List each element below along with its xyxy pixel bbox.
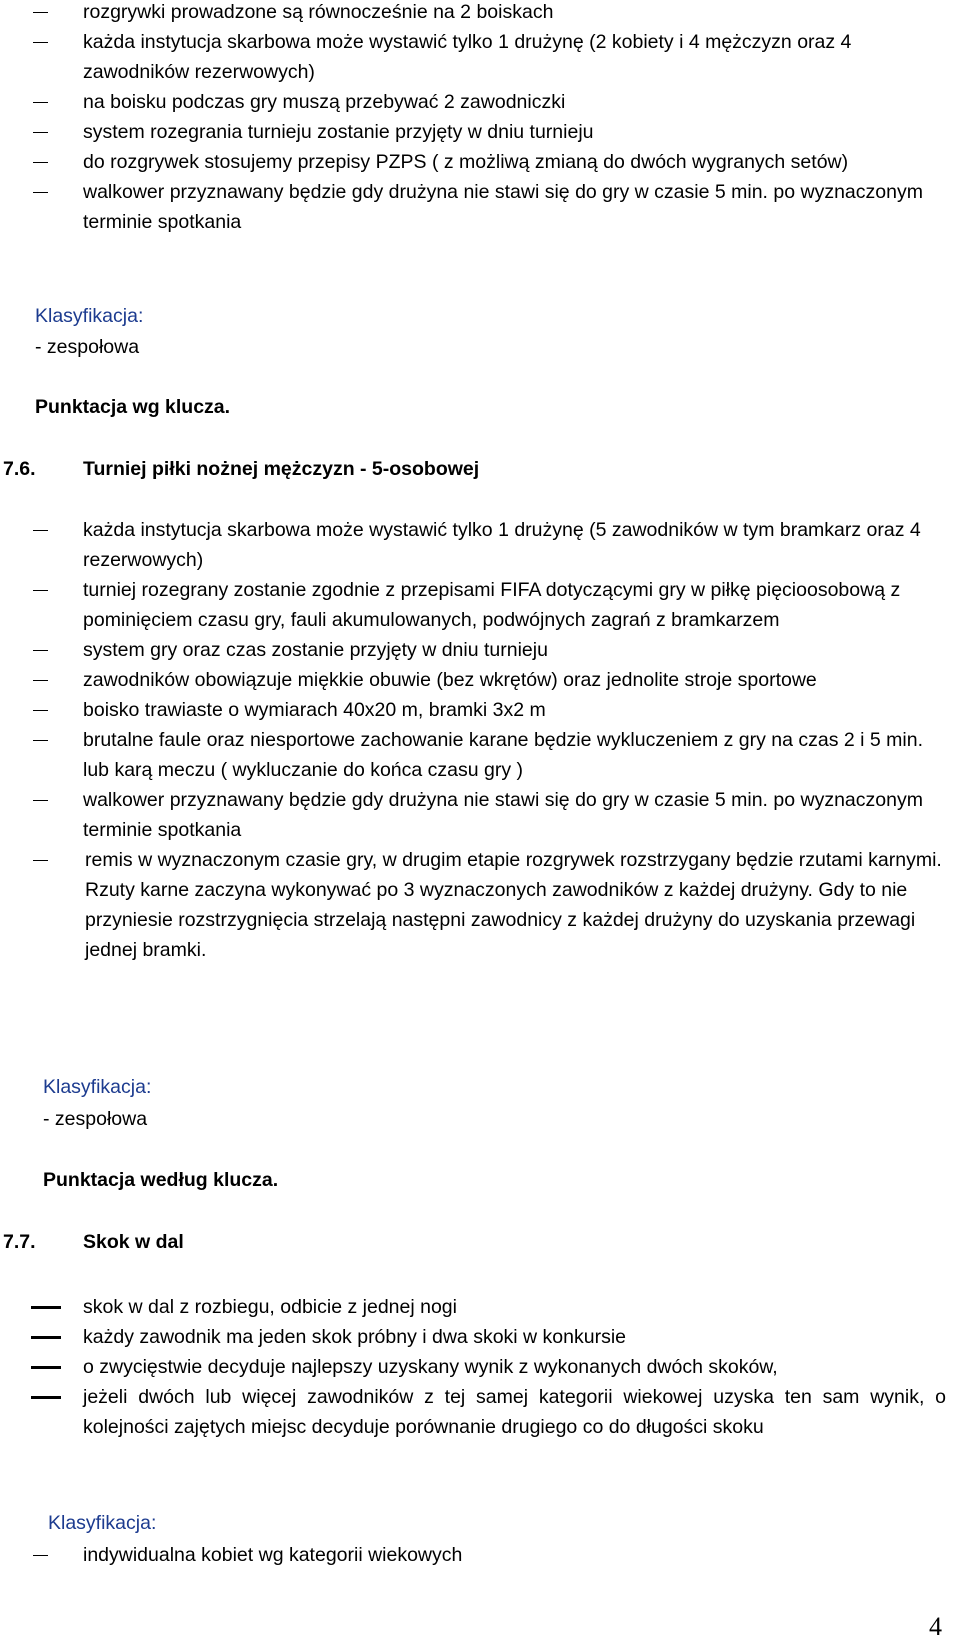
dash-bullet-icon (31, 1336, 61, 1339)
classification-list (0, 1540, 960, 1570)
dash-bullet-icon (33, 102, 48, 103)
list-item: walkower przyznawany będzie gdy drużyna nie stawi się do gry w czasie 5 min. po wyznaczonym terminie spotkania (0, 177, 960, 237)
list-item: o zwycięstwie decyduje najlepszy uzyskany wynik z wykonanych dwóch skoków, (0, 1352, 960, 1382)
dash-bullet-icon (33, 1555, 48, 1556)
list-item: jeżeli dwóch lub więcej zawodników z tej samej kategorii wiekowej uzyska ten sam wynik, o kolejności zajętych miejsc decyduje porównanie drugiego co do długości skoku (0, 1382, 960, 1442)
list-item: indywidualna kobiet wg kategorii wiekowych (0, 1540, 960, 1570)
list-item: do rozgrywek stosujemy przepisy PZPS ( z możliwą zmianą do dwóch wygranych setów) (0, 147, 960, 177)
dash-bullet-icon (33, 740, 48, 741)
dash-bullet-icon (33, 860, 48, 861)
list-item: każda instytucja skarbowa może wystawić tylko 1 drużynę (2 kobiety i 4 mężczyzn oraz 4 zawodników rezerwowych) (0, 27, 960, 87)
list-item: turniej rozegrany zostanie zgodnie z przepisami FIFA dotyczącymi gry w piłkę pięcioosobową z pominięciem czasu gry, fauli akumulowanych, podwójnych zagrań z bramkarzem (0, 575, 960, 635)
classification-label: Klasyfikacja: (48, 1512, 157, 1534)
section-title: Skok w dal (83, 1231, 184, 1253)
dash-bullet-icon (33, 132, 48, 133)
list-item: zawodników obowiązuje miękkie obuwie (bez wkrętów) oraz jednolite stroje sportowe (0, 665, 960, 695)
dash-bullet-icon (33, 800, 48, 801)
dash-bullet-icon (33, 42, 48, 43)
section-title: Turniej piłki nożnej mężczyzn - 5-osobowej (83, 458, 480, 480)
classification-label: Klasyfikacja: (43, 1076, 152, 1098)
list-item: boisko trawiaste o wymiarach 40x20 m, bramki 3x2 m (0, 695, 960, 725)
section-number: 7.7. (3, 1231, 36, 1253)
list-item: remis w wyznaczonym czasie gry, w drugim etapie rozgrywek rozstrzygany będzie rzutami karnymi. Rzuty karne zaczyna wykonywać po 3 wyznaczonych zawodników z każdej drużyny. Gdy to nie przyniesie rozstrzygnięcia strzelają następni zawodnicy z każdej drużyny do uzyskania przewagi jednej bramki. (0, 845, 960, 965)
dash-bullet-icon (33, 590, 48, 591)
dash-bullet-icon (31, 1306, 61, 1309)
dash-bullet-icon (31, 1396, 61, 1399)
dash-bullet-icon (33, 162, 48, 163)
dash-bullet-icon (33, 680, 48, 681)
dash-bullet-icon (31, 1366, 61, 1369)
section-number: 7.6. (3, 458, 36, 480)
list-item: skok w dal z rozbiegu, odbicie z jednej nogi (0, 1292, 960, 1322)
list-item: każda instytucja skarbowa może wystawić tylko 1 drużynę (5 zawodników w tym bramkarz oraz 4 rezerwowych) (0, 515, 960, 575)
list-item: walkower przyznawany będzie gdy drużyna nie stawi się do gry w czasie 5 min. po wyznaczonym terminie spotkania (0, 785, 960, 845)
list-item: brutalne faule oraz niesportowe zachowanie karane będzie wykluczeniem z gry na czas 2 i 5 min. lub karą meczu ( wykluczanie do końca czasu gry ) (0, 725, 960, 785)
section-a-list (0, 0, 960, 237)
page-number: 4 (929, 1612, 942, 1641)
classification-value: - zespołowa (35, 336, 140, 358)
classification-value: - zespołowa (43, 1108, 148, 1130)
dash-bullet-icon (33, 12, 48, 13)
section-76-list (0, 515, 960, 965)
list-item: każdy zawodnik ma jeden skok próbny i dwa skoki w konkursie (0, 1322, 960, 1352)
dash-bullet-icon (33, 192, 48, 193)
list-item: rozgrywki prowadzone są równocześnie na 2 boiskach (0, 0, 960, 27)
section-77-list (0, 1292, 960, 1442)
classification-label: Klasyfikacja: (35, 305, 144, 327)
dash-bullet-icon (33, 530, 48, 531)
list-item: system gry oraz czas zostanie przyjęty w dniu turnieju (0, 635, 960, 665)
list-item: na boisku podczas gry muszą przebywać 2 zawodniczki (0, 87, 960, 117)
dash-bullet-icon (33, 650, 48, 651)
scoring-text: Punktacja według klucza. (43, 1169, 279, 1191)
scoring-text: Punktacja wg klucza. (35, 396, 231, 418)
dash-bullet-icon (33, 710, 48, 711)
list-item: system rozegrania turnieju zostanie przyjęty w dniu turnieju (0, 117, 960, 147)
